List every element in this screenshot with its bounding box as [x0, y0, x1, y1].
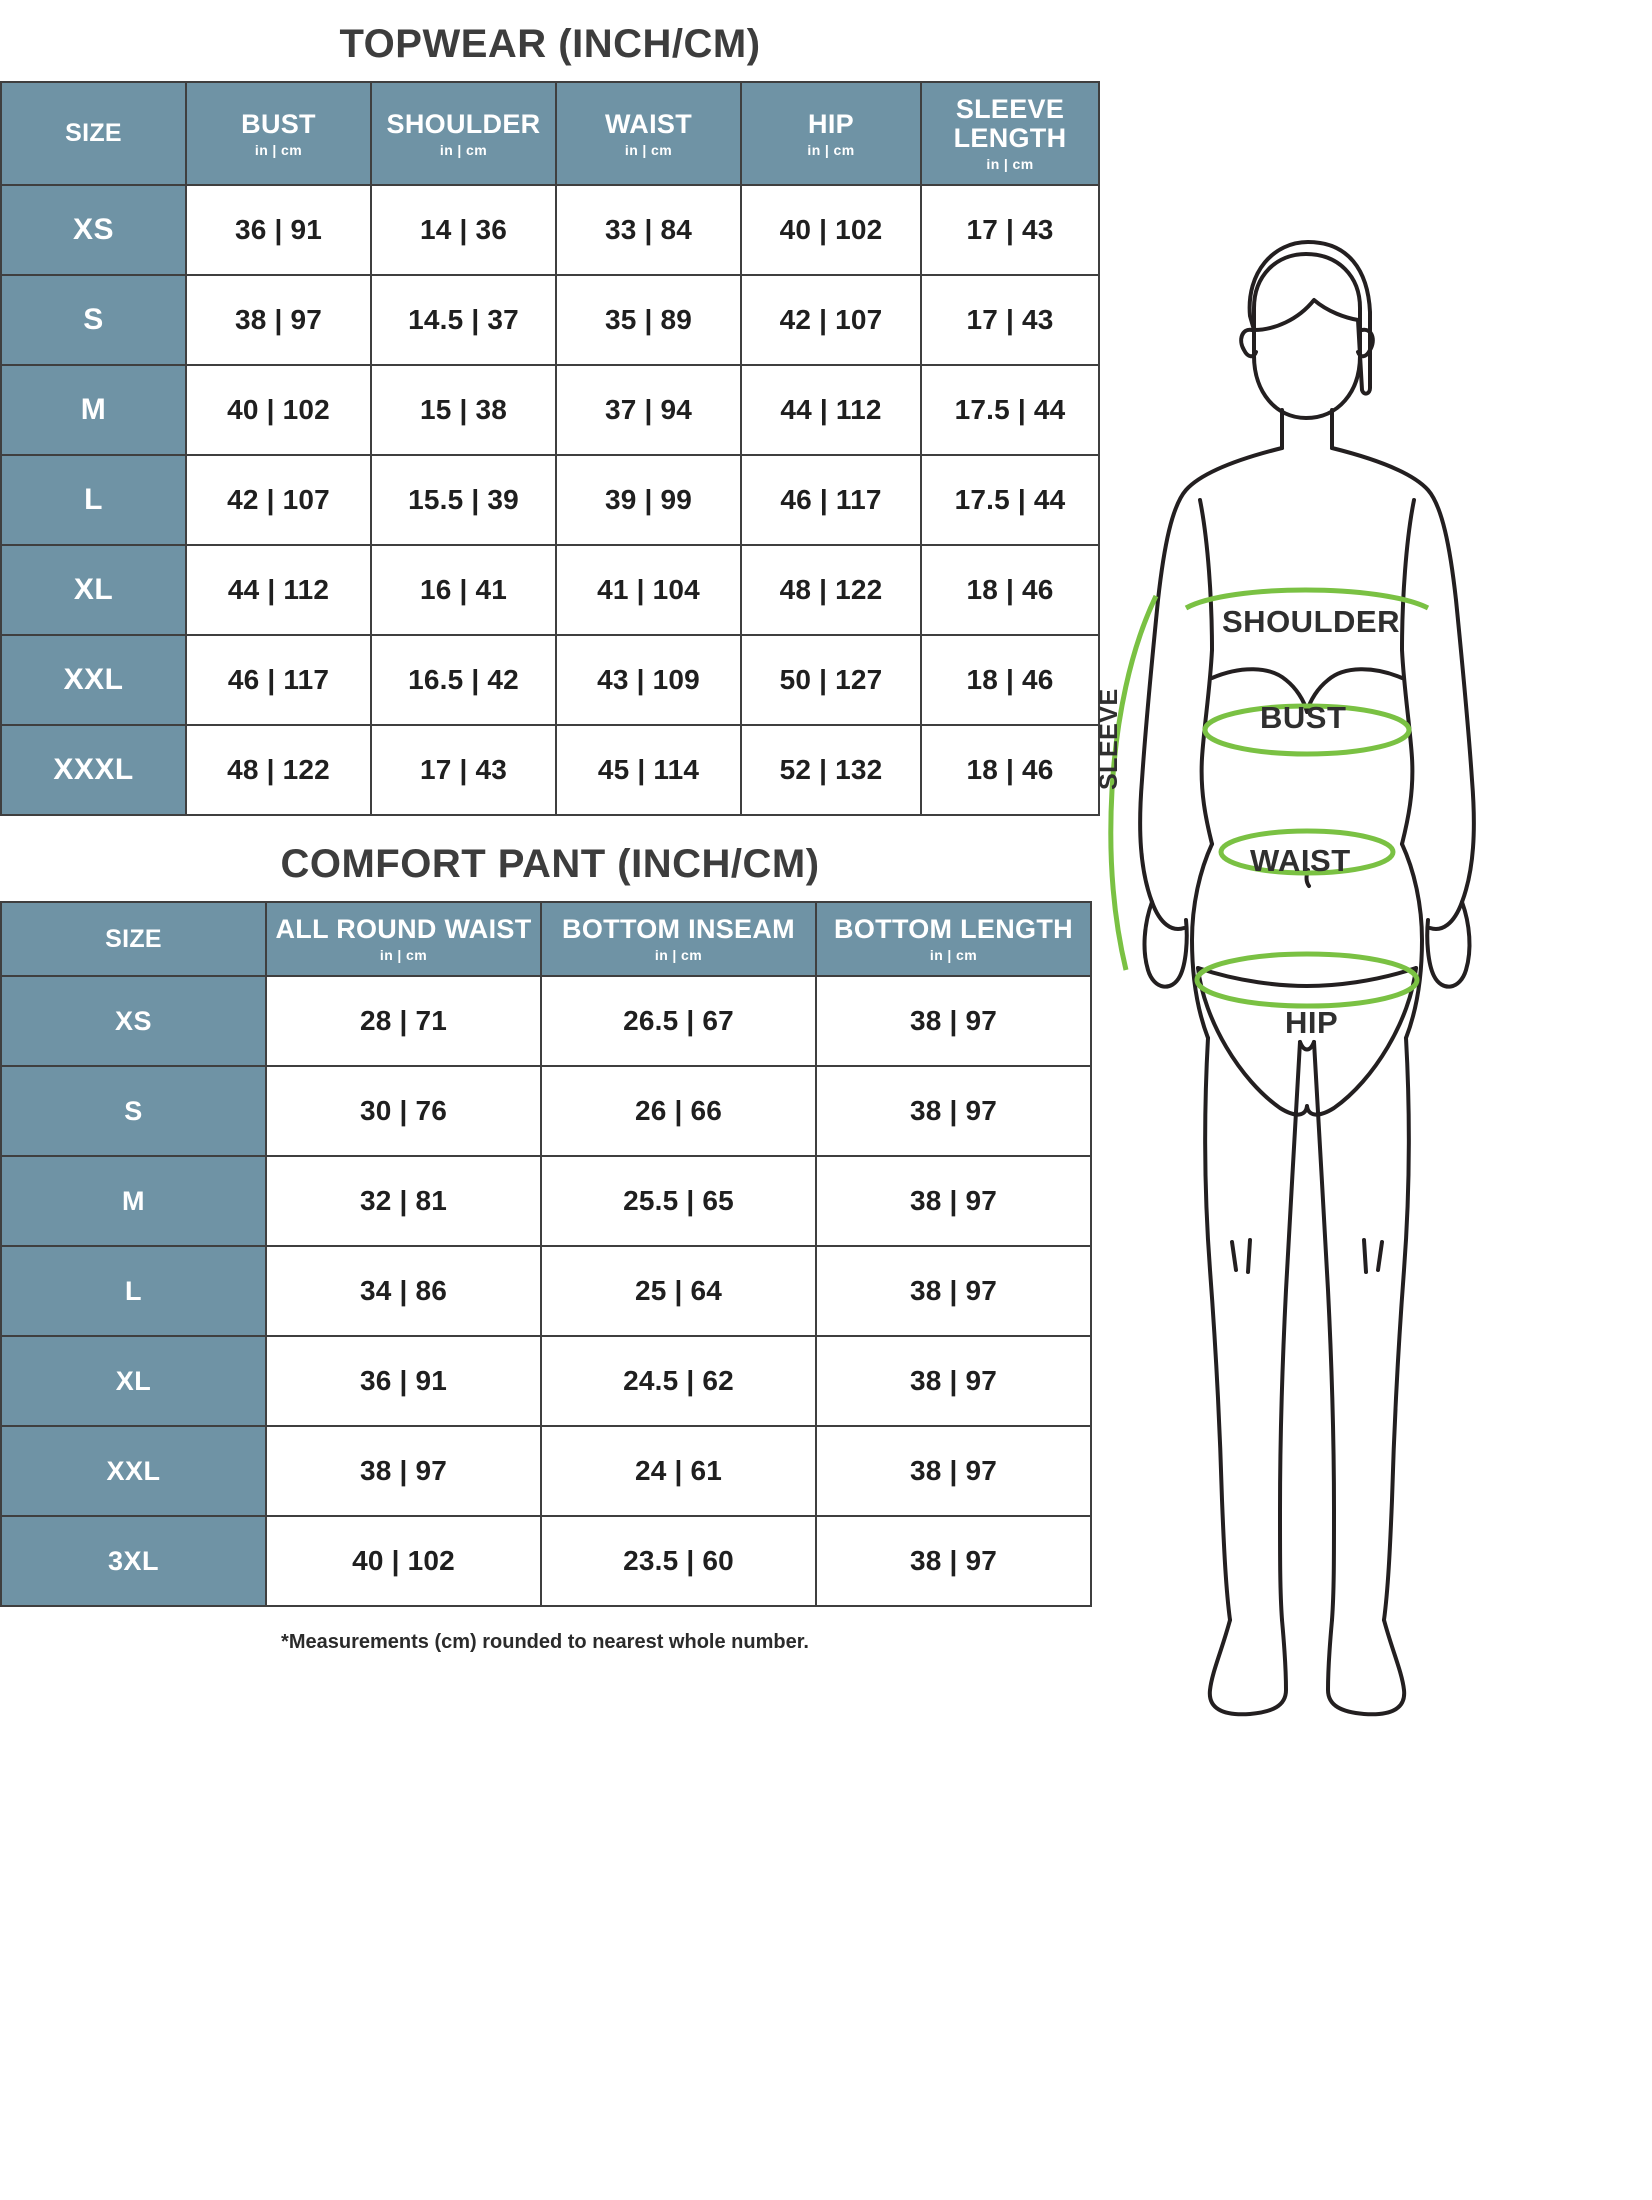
cell-all-round-waist: 40 | 102 [266, 1516, 541, 1606]
cell-size: XL [1, 545, 186, 635]
cell-waist: 33 | 84 [556, 185, 741, 275]
cell-hip: 46 | 117 [741, 455, 921, 545]
column-header-sleeve-length: SLEEVE LENGTH in | cm [921, 82, 1099, 185]
cell-all-round-waist: 36 | 91 [266, 1336, 541, 1426]
cell-hip: 42 | 107 [741, 275, 921, 365]
cell-sleeve-length: 18 | 46 [921, 725, 1099, 815]
cell-shoulder: 16.5 | 42 [371, 635, 556, 725]
cell-hip: 40 | 102 [741, 185, 921, 275]
left-knee-line-a [1232, 1242, 1236, 1270]
figure-label-bust: BUST [1260, 700, 1347, 735]
cell-bottom-length: 38 | 97 [816, 1246, 1091, 1336]
table-row [1, 1516, 1091, 1606]
cell-size: 3XL [1, 1516, 266, 1606]
cell-sleeve-length: 18 | 46 [921, 635, 1099, 725]
cell-size: XXL [1, 1426, 266, 1516]
table-row [1, 1246, 1091, 1336]
cell-size: M [1, 1156, 266, 1246]
column-header-hip: HIP in | cm [741, 82, 921, 185]
cell-all-round-waist: 32 | 81 [266, 1156, 541, 1246]
table-header-row [1, 82, 1099, 185]
column-header-size: SIZE [1, 902, 266, 976]
cell-size: S [1, 1066, 266, 1156]
table-row [1, 976, 1091, 1066]
right-knee-line-b [1364, 1240, 1366, 1272]
column-header-waist: WAIST in | cm [556, 82, 741, 185]
cell-size: M [1, 365, 186, 455]
cell-bust: 48 | 122 [186, 725, 371, 815]
figure-label-waist: WAIST [1250, 843, 1351, 878]
column-header-size: SIZE [1, 82, 186, 185]
column-header-shoulder: SHOULDER in | cm [371, 82, 556, 185]
cell-sleeve-length: 17 | 43 [921, 185, 1099, 275]
cell-shoulder: 17 | 43 [371, 725, 556, 815]
left-hand [1145, 902, 1187, 987]
cell-bust: 40 | 102 [186, 365, 371, 455]
table-header-row [1, 902, 1091, 976]
cell-bottom-inseam: 26 | 66 [541, 1066, 816, 1156]
table-row [1, 725, 1099, 815]
cell-bust: 42 | 107 [186, 455, 371, 545]
measurement-footnote: *Measurements (cm) rounded to nearest whole number. [281, 1631, 809, 1654]
cell-size: XS [1, 185, 186, 275]
female-body-diagram [1100, 180, 1652, 1900]
column-header-all-round-waist: ALL ROUND WAIST in | cm [266, 902, 541, 976]
column-header-bust: BUST in | cm [186, 82, 371, 185]
cell-waist: 39 | 99 [556, 455, 741, 545]
cell-size: XXL [1, 635, 186, 725]
cell-all-round-waist: 30 | 76 [266, 1066, 541, 1156]
table-row [1, 1066, 1091, 1156]
hip-measure-ellipse [1197, 954, 1417, 1006]
right-leg-outer [1384, 1038, 1409, 1620]
bottom-outline [1198, 968, 1416, 1115]
cell-waist: 43 | 109 [556, 635, 741, 725]
right-foot [1328, 1620, 1404, 1714]
right-hand [1427, 902, 1469, 987]
cell-size: XS [1, 976, 266, 1066]
table-row [1, 1336, 1091, 1426]
cell-bottom-inseam: 26.5 | 67 [541, 976, 816, 1066]
cell-bust: 46 | 117 [186, 635, 371, 725]
topwear-table [0, 81, 1100, 816]
topwear-title: TOPWEAR (INCH/CM) [339, 22, 761, 66]
hair-outline [1250, 242, 1370, 394]
right-leg-inner [1314, 1042, 1334, 1620]
cell-bottom-length: 38 | 97 [816, 1156, 1091, 1246]
table-row [1, 455, 1099, 545]
cell-waist: 45 | 114 [556, 725, 741, 815]
cell-sleeve-length: 17.5 | 44 [921, 365, 1099, 455]
left-leg-inner [1280, 1042, 1300, 1620]
right-armpit [1402, 500, 1414, 650]
cell-bust: 44 | 112 [186, 545, 371, 635]
cell-waist: 35 | 89 [556, 275, 741, 365]
cell-hip: 48 | 122 [741, 545, 921, 635]
cell-waist: 37 | 94 [556, 365, 741, 455]
head-outline [1254, 254, 1360, 418]
cell-bottom-inseam: 24 | 61 [541, 1426, 816, 1516]
figure-label-sleeve: SLEEVE [1095, 688, 1123, 790]
left-leg-outer [1205, 1038, 1230, 1620]
column-header-bottom-length: BOTTOM LENGTH in | cm [816, 902, 1091, 976]
cell-bottom-length: 38 | 97 [816, 976, 1091, 1066]
cell-waist: 41 | 104 [556, 545, 741, 635]
cell-all-round-waist: 38 | 97 [266, 1426, 541, 1516]
cell-hip: 52 | 132 [741, 725, 921, 815]
pant-title: COMFORT PANT (INCH/CM) [280, 842, 820, 887]
cell-bottom-inseam: 24.5 | 62 [541, 1336, 816, 1426]
cell-sleeve-length: 17 | 43 [921, 275, 1099, 365]
cell-hip: 44 | 112 [741, 365, 921, 455]
right-knee-line-a [1378, 1242, 1382, 1270]
cell-shoulder: 14.5 | 37 [371, 275, 556, 365]
table-row [1, 545, 1099, 635]
left-armpit [1200, 500, 1212, 650]
cell-bottom-inseam: 23.5 | 60 [541, 1516, 816, 1606]
body-figure-panel [1095, 0, 1652, 2200]
column-header-bottom-inseam: BOTTOM INSEAM in | cm [541, 902, 816, 976]
cell-sleeve-length: 18 | 46 [921, 545, 1099, 635]
cell-size: S [1, 275, 186, 365]
cell-shoulder: 15 | 38 [371, 365, 556, 455]
cell-size: L [1, 455, 186, 545]
table-row [1, 635, 1099, 725]
cell-size: XXXL [1, 725, 186, 815]
table-row [1, 1426, 1091, 1516]
table-row [1, 365, 1099, 455]
left-knee-line-b [1248, 1240, 1250, 1272]
cell-all-round-waist: 28 | 71 [266, 976, 541, 1066]
cell-sleeve-length: 17.5 | 44 [921, 455, 1099, 545]
cell-shoulder: 14 | 36 [371, 185, 556, 275]
cell-shoulder: 16 | 41 [371, 545, 556, 635]
cell-hip: 50 | 127 [741, 635, 921, 725]
left-foot [1210, 1620, 1286, 1714]
bottom-waistline [1198, 968, 1416, 986]
cell-bust: 36 | 91 [186, 185, 371, 275]
table-row [1, 185, 1099, 275]
cell-bottom-length: 38 | 97 [816, 1426, 1091, 1516]
cell-all-round-waist: 34 | 86 [266, 1246, 541, 1336]
cell-size: XL [1, 1336, 266, 1426]
cell-size: L [1, 1246, 266, 1336]
cell-bust: 38 | 97 [186, 275, 371, 365]
cell-bottom-length: 38 | 97 [816, 1336, 1091, 1426]
cell-bottom-length: 38 | 97 [816, 1516, 1091, 1606]
cell-bottom-inseam: 25 | 64 [541, 1246, 816, 1336]
cell-bottom-length: 38 | 97 [816, 1066, 1091, 1156]
comfort-pant-table [0, 901, 1092, 1607]
crotch [1300, 1042, 1314, 1050]
cell-shoulder: 15.5 | 39 [371, 455, 556, 545]
figure-label-hip: HIP [1285, 1005, 1339, 1040]
table-row [1, 275, 1099, 365]
cell-bottom-inseam: 25.5 | 65 [541, 1156, 816, 1246]
right-arm-outer [1332, 448, 1474, 929]
figure-label-shoulder: SHOULDER [1222, 604, 1400, 639]
table-row [1, 1156, 1091, 1246]
